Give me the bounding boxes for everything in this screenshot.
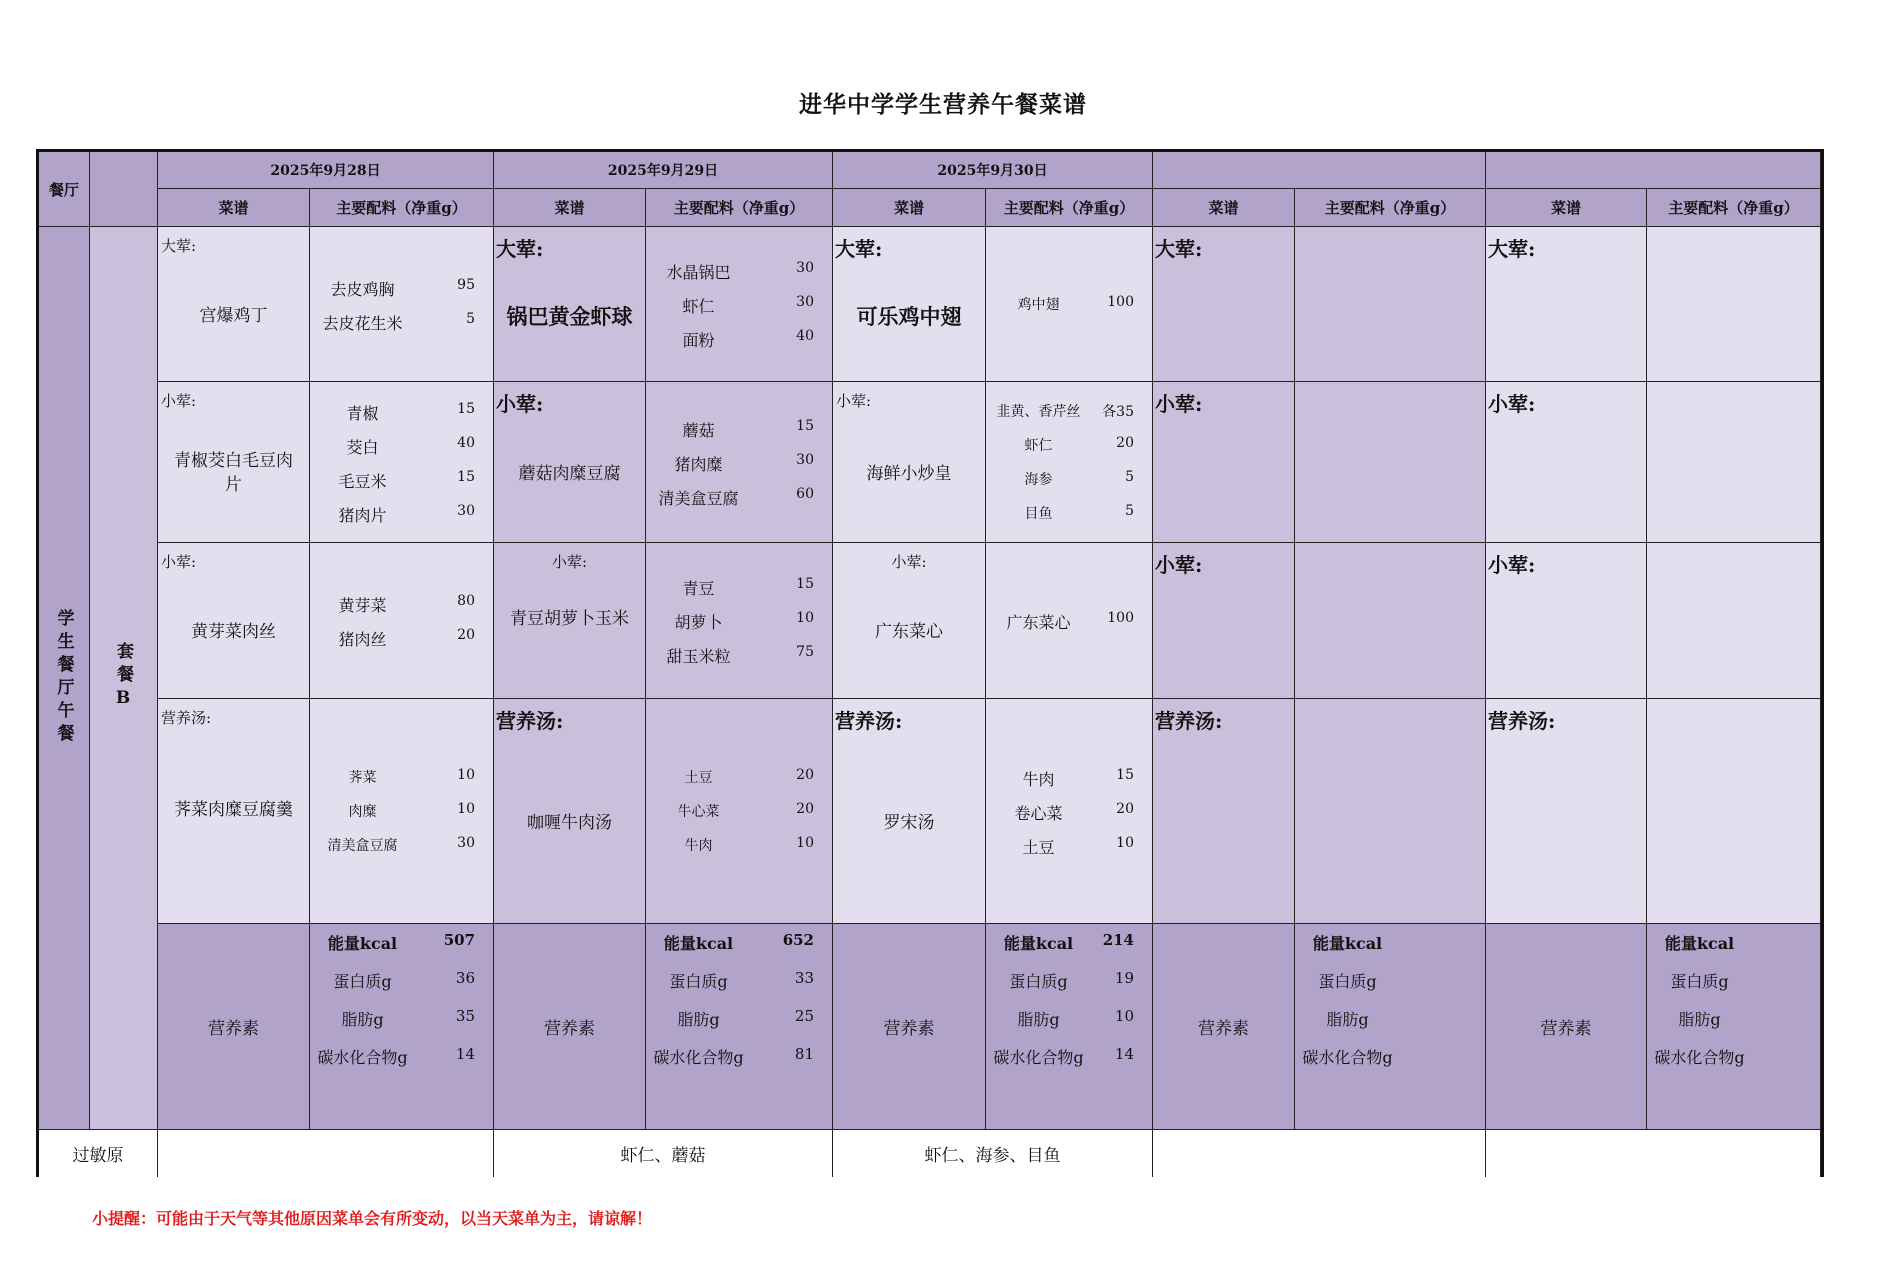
ingredient-col-header: 主要配料（净重g） — [310, 189, 494, 227]
ingredient-row — [646, 418, 832, 440]
soup-dish-cell — [1153, 699, 1295, 924]
nutrient-label-cell: 营养素 — [1486, 924, 1647, 1130]
ingredient-name: 肉糜 — [348, 803, 377, 820]
date-header-1: 2025年9月28日 — [158, 152, 494, 189]
nutrient-row — [986, 1045, 1152, 1067]
nutrient-name: 蛋白质g — [669, 972, 728, 991]
ingredient-name: 青豆 — [682, 579, 715, 598]
nutrient-value: 19 — [1114, 969, 1134, 987]
side2-label: 小荤: — [1488, 553, 1536, 577]
soup-label: 营养汤: — [496, 709, 564, 733]
ingredient-amount: 15 — [457, 468, 475, 485]
soup-dish-cell — [1486, 699, 1647, 924]
side1-dish-cell — [158, 382, 310, 543]
nutrient-name: 脂肪g — [341, 1010, 384, 1029]
allergen-cell — [1153, 1130, 1486, 1177]
side2-ingredients-cell — [310, 543, 494, 699]
soup-dish-cell — [494, 699, 646, 924]
ingredient-row — [986, 401, 1152, 423]
date-header-4 — [1153, 152, 1486, 189]
ingredient-name: 青椒 — [346, 403, 379, 423]
nutrient-row — [310, 1007, 493, 1029]
dish-col-header: 菜谱 — [158, 189, 310, 227]
ingredient-amount: 20 — [796, 766, 814, 783]
ingredient-amount: 10 — [457, 766, 475, 783]
ingredient-name: 猪肉丝 — [338, 630, 387, 649]
ingredient-amount: 20 — [457, 627, 475, 643]
main-label: 大荤: — [1488, 237, 1536, 261]
side1-dish-name: 青椒茭白毛豆肉片 — [174, 450, 293, 495]
main-ingredients-cell — [986, 227, 1153, 382]
ingredient-amount: 95 — [457, 276, 475, 293]
main-ingredients-cell — [1295, 227, 1486, 382]
soup-ingredients-cell — [310, 699, 494, 924]
nutrient-values-cell — [1647, 924, 1821, 1130]
ingredient-row — [646, 294, 832, 316]
ingredient-name: 去皮花生米 — [322, 313, 403, 333]
nutrient-value: 507 — [443, 931, 475, 949]
ingredient-amount: 20 — [1116, 800, 1134, 817]
nutrient-value: 14 — [1114, 1045, 1134, 1063]
ingredient-row — [646, 801, 832, 823]
soup-label: 营养汤: — [1155, 709, 1223, 733]
ingredient-name: 广东菜心 — [1006, 613, 1071, 632]
side1-ingredients-cell — [646, 382, 833, 543]
ingredient-row — [310, 593, 493, 615]
nutrient-row — [1647, 1045, 1820, 1067]
ingredient-row — [986, 435, 1152, 457]
side1-dish-name: 海鲜小炒皇 — [866, 463, 952, 484]
main-dish-name: 可乐鸡中翅 — [856, 303, 962, 329]
nutrient-row — [986, 969, 1152, 991]
ingredient-row — [986, 610, 1152, 632]
side2-label: 小荤: — [551, 553, 588, 571]
nutrient-name: 碳水化合物g — [1302, 1048, 1393, 1067]
nutrient-row — [646, 969, 832, 991]
dish-col-header: 菜谱 — [1153, 189, 1295, 227]
ingredient-amount: 15 — [796, 417, 814, 434]
nutrient-value: 33 — [794, 969, 814, 987]
ingredient-name: 面粉 — [682, 330, 715, 350]
nutrient-name: 蛋白质g — [1318, 972, 1377, 991]
ingredient-row — [986, 835, 1152, 857]
side1-ingredients-cell — [310, 382, 494, 543]
ingredient-name: 水晶锅巴 — [666, 262, 731, 282]
ingredient-amount: 10 — [457, 800, 475, 817]
ingredient-row — [646, 610, 832, 632]
nutrient-name: 脂肪g — [1326, 1010, 1369, 1029]
side1-label: 小荤: — [1155, 392, 1203, 416]
ingredient-amount: 15 — [1116, 766, 1134, 783]
ingredient-amount: 100 — [1107, 293, 1134, 310]
soup-label: 营养汤: — [835, 709, 903, 733]
ingredient-amount: 75 — [796, 644, 814, 660]
ingredient-name: 虾仁 — [1024, 437, 1053, 454]
ingredient-row — [986, 503, 1152, 525]
side2-label: 小荤: — [1155, 553, 1203, 577]
ingredient-amount: 10 — [796, 610, 814, 626]
reminder-note: 小提醒：可能由于天气等其他原因菜单会有所变动，以当天菜单为主，请谅解！ — [92, 1209, 653, 1228]
soup-dish-cell — [158, 699, 310, 924]
side1-ingredients-cell — [1647, 382, 1821, 543]
nutrient-row — [1295, 1045, 1485, 1067]
ingredient-name: 目鱼 — [1024, 505, 1053, 522]
nutrient-label-cell: 营养素 — [833, 924, 986, 1130]
ingredient-name: 海参 — [1024, 471, 1053, 488]
soup-dish-name: 荠菜肉糜豆腐羹 — [174, 799, 293, 820]
ingredient-amount: 15 — [796, 576, 814, 592]
side1-dish-cell — [1153, 382, 1295, 543]
side2-dish-cell — [494, 543, 646, 699]
nutrient-name: 蛋白质g — [1670, 972, 1729, 991]
ingredient-row — [310, 311, 493, 333]
ingredient-name: 韭黄、香芹丝 — [996, 403, 1081, 420]
ingredient-row — [310, 767, 493, 789]
main-dish-cell — [1486, 227, 1647, 382]
ingredient-row — [986, 801, 1152, 823]
ingredient-row — [986, 294, 1152, 316]
side1-dish-name: 蘑菇肉糜豆腐 — [518, 463, 621, 484]
nutrient-name: 蛋白质g — [1009, 972, 1068, 991]
main-dish-cell — [494, 227, 646, 382]
page-title: 进华中学学生营养午餐菜谱 — [799, 91, 1087, 118]
ingredient-row — [310, 627, 493, 649]
nutrient-name: 能量kcal — [663, 934, 734, 953]
ingredient-amount: 60 — [796, 485, 814, 502]
nutrient-label-cell: 营养素 — [1153, 924, 1295, 1130]
side2-dish-cell — [158, 543, 310, 699]
nutrient-name: 碳水化合物g — [1654, 1048, 1745, 1067]
ingredient-amount: 40 — [457, 434, 475, 451]
ingredient-row — [986, 469, 1152, 491]
nutrient-name: 脂肪g — [1678, 1010, 1721, 1029]
soup-dish-name: 咖喱牛肉汤 — [527, 812, 612, 833]
main-ingredients-cell — [1647, 227, 1821, 382]
ingredient-amount: 5 — [1125, 468, 1134, 485]
side1-label: 小荤: — [1488, 392, 1536, 416]
soup-label: 营养汤: — [161, 709, 212, 727]
nutrient-row — [310, 931, 493, 953]
ingredient-amount: 5 — [1125, 502, 1134, 519]
ingredient-name: 茭白 — [346, 437, 379, 457]
ingredient-row — [646, 767, 832, 789]
ingredient-name: 卷心菜 — [1014, 803, 1063, 823]
nutrient-value: 652 — [782, 931, 814, 949]
ingredient-amount: 30 — [457, 834, 475, 851]
side1-dish-cell — [833, 382, 986, 543]
nutrient-value: 36 — [455, 969, 475, 987]
allergen-cell — [1486, 1130, 1821, 1177]
ingredient-amount: 15 — [457, 400, 475, 417]
nutrient-row — [1647, 969, 1820, 991]
ingredient-name: 甜玉米粒 — [666, 647, 731, 666]
nutrient-name: 碳水化合物g — [653, 1048, 744, 1067]
ingredient-name: 牛肉 — [684, 837, 713, 854]
nutrient-value: 35 — [455, 1007, 475, 1025]
ingredient-row — [310, 503, 493, 525]
nutrient-row — [310, 969, 493, 991]
ingredient-amount: 10 — [1116, 834, 1134, 851]
set-label: 套餐B — [90, 227, 158, 1130]
nutrient-values-cell — [1295, 924, 1486, 1130]
main-ingredients-cell — [310, 227, 494, 382]
nutrient-name: 能量kcal — [1312, 934, 1383, 953]
main-dish-name: 锅巴黄金虾球 — [506, 303, 633, 329]
nutrient-value: 25 — [794, 1007, 814, 1025]
ingredient-name: 牛肉 — [1022, 769, 1055, 789]
allergen-cell: 虾仁、海参、目鱼 — [833, 1130, 1153, 1177]
ingredient-name: 胡萝卜 — [674, 613, 723, 632]
side2-dish-name: 黄芽菜肉丝 — [191, 622, 276, 642]
nutrient-name: 能量kcal — [1664, 934, 1735, 953]
soup-dish-name: 罗宋汤 — [883, 812, 935, 833]
ingredient-name: 去皮鸡胸 — [330, 279, 395, 299]
side2-ingredients-cell — [1647, 543, 1821, 699]
date-header-2: 2025年9月29日 — [494, 152, 833, 189]
ingredient-amount: 20 — [796, 800, 814, 817]
ingredient-row — [310, 801, 493, 823]
side2-label: 小荤: — [161, 553, 197, 571]
side1-ingredients-cell — [1295, 382, 1486, 543]
nutrient-values-cell — [986, 924, 1153, 1130]
ingredient-row — [646, 576, 832, 598]
ingredient-amount: 30 — [796, 259, 814, 276]
side2-dish-cell — [1486, 543, 1647, 699]
main-dish-cell — [158, 227, 310, 382]
ingredient-name: 鸡中翅 — [1017, 296, 1060, 313]
ingredient-amount: 各35 — [1102, 403, 1134, 420]
set-header-blank — [90, 152, 158, 227]
dish-col-header: 菜谱 — [1486, 189, 1647, 227]
side1-dish-cell — [494, 382, 646, 543]
ingredient-amount: 30 — [796, 451, 814, 468]
ingredient-name: 荠菜 — [348, 769, 377, 786]
nutrient-row — [986, 931, 1152, 953]
side1-label: 小荤: — [836, 392, 872, 410]
nutrient-row — [310, 1045, 493, 1067]
ingredient-amount: 20 — [1116, 434, 1134, 451]
ingredient-name: 清美盒豆腐 — [658, 488, 739, 508]
ingredient-amount: 30 — [457, 502, 475, 519]
nutrient-name: 碳水化合物g — [317, 1048, 408, 1067]
main-label: 大荤: — [161, 237, 197, 255]
nutrient-row — [1647, 931, 1820, 953]
ingredient-name: 黄芽菜 — [338, 596, 387, 615]
main-ingredients-cell — [646, 227, 833, 382]
side1-label: 小荤: — [161, 392, 197, 410]
side1-label: 小荤: — [496, 392, 544, 416]
ingredient-amount: 80 — [457, 593, 475, 609]
nutrient-value: 81 — [794, 1045, 814, 1063]
nutrient-value: 214 — [1102, 931, 1134, 949]
ingredient-amount: 100 — [1107, 610, 1134, 626]
nutrient-value: 10 — [1114, 1007, 1134, 1025]
ingredient-row — [646, 452, 832, 474]
nutrient-value: 14 — [455, 1045, 475, 1063]
nutrient-row — [1295, 1007, 1485, 1029]
ingredient-row — [310, 277, 493, 299]
ingredient-col-header: 主要配料（净重g） — [986, 189, 1153, 227]
main-dish-cell — [1153, 227, 1295, 382]
side2-dish-name: 青豆胡萝卜玉米 — [510, 609, 629, 629]
ingredient-name: 土豆 — [684, 769, 713, 786]
soup-ingredients-cell — [1647, 699, 1821, 924]
allergen-label: 过敏原 — [39, 1130, 158, 1177]
ingredient-row — [646, 328, 832, 350]
ingredient-name: 土豆 — [1022, 837, 1055, 857]
ingredient-row — [310, 435, 493, 457]
nutrient-label-cell: 营养素 — [494, 924, 646, 1130]
ingredient-name: 蘑菇 — [682, 420, 715, 440]
ingredient-row — [646, 835, 832, 857]
side1-dish-cell — [1486, 382, 1647, 543]
ingredient-row — [646, 644, 832, 666]
allergen-cell: 虾仁、蘑菇 — [494, 1130, 833, 1177]
side2-label: 小荤: — [891, 553, 927, 571]
side1-ingredients-cell — [986, 382, 1153, 543]
main-label: 大荤: — [1155, 237, 1203, 261]
ingredient-row — [310, 469, 493, 491]
allergen-cell — [158, 1130, 494, 1177]
main-label: 大荤: — [835, 237, 883, 261]
main-label: 大荤: — [496, 237, 544, 261]
ingredient-row — [310, 401, 493, 423]
dish-col-header: 菜谱 — [833, 189, 986, 227]
dish-col-header: 菜谱 — [494, 189, 646, 227]
ingredient-amount: 40 — [796, 327, 814, 344]
soup-ingredients-cell — [646, 699, 833, 924]
date-header-5 — [1486, 152, 1821, 189]
nutrient-values-cell — [646, 924, 833, 1130]
nutrient-row — [646, 931, 832, 953]
nutrient-label-cell: 营养素 — [158, 924, 310, 1130]
nutrient-name: 碳水化合物g — [993, 1048, 1084, 1067]
ingredient-name: 牛心菜 — [677, 803, 720, 820]
ingredient-amount: 30 — [796, 293, 814, 310]
ingredient-row — [986, 767, 1152, 789]
side2-ingredients-cell — [986, 543, 1153, 699]
soup-dish-cell — [833, 699, 986, 924]
nutrient-name: 能量kcal — [327, 934, 398, 953]
ingredient-col-header: 主要配料（净重g） — [1647, 189, 1821, 227]
ingredient-col-header: 主要配料（净重g） — [646, 189, 833, 227]
side2-dish-cell — [1153, 543, 1295, 699]
nutrient-values-cell — [310, 924, 494, 1130]
soup-ingredients-cell — [986, 699, 1153, 924]
ingredient-col-header: 主要配料（净重g） — [1295, 189, 1486, 227]
ingredient-amount: 5 — [466, 310, 475, 327]
canteen-label: 学生餐厅午餐 — [39, 227, 90, 1130]
side2-ingredients-cell — [646, 543, 833, 699]
nutrient-row — [986, 1007, 1152, 1029]
side2-dish-cell — [833, 543, 986, 699]
soup-label: 营养汤: — [1488, 709, 1556, 733]
side2-dish-name: 广东菜心 — [875, 622, 943, 642]
main-dish-cell — [833, 227, 986, 382]
ingredient-amount: 10 — [796, 834, 814, 851]
nutrient-row — [646, 1007, 832, 1029]
nutrient-row — [1295, 931, 1485, 953]
canteen-header: 餐厅 — [39, 152, 90, 227]
nutrient-name: 脂肪g — [677, 1010, 720, 1029]
soup-ingredients-cell — [1295, 699, 1486, 924]
nutrient-name: 能量kcal — [1003, 934, 1074, 953]
ingredient-row — [646, 486, 832, 508]
nutrient-row — [646, 1045, 832, 1067]
nutrient-row — [1647, 1007, 1820, 1029]
menu-table — [36, 149, 1824, 1177]
main-dish-name: 宫爆鸡丁 — [199, 305, 268, 326]
ingredient-name: 猪肉片 — [338, 505, 387, 525]
nutrient-name: 脂肪g — [1017, 1010, 1060, 1029]
nutrient-row — [1295, 969, 1485, 991]
side2-ingredients-cell — [1295, 543, 1486, 699]
nutrient-name: 蛋白质g — [333, 972, 392, 991]
date-header-3: 2025年9月30日 — [833, 152, 1153, 189]
ingredient-name: 毛豆米 — [338, 471, 387, 491]
ingredient-row — [310, 835, 493, 857]
ingredient-name: 虾仁 — [682, 296, 715, 316]
ingredient-row — [646, 260, 832, 282]
ingredient-name: 清美盒豆腐 — [327, 837, 398, 854]
ingredient-name: 猪肉糜 — [674, 454, 723, 474]
